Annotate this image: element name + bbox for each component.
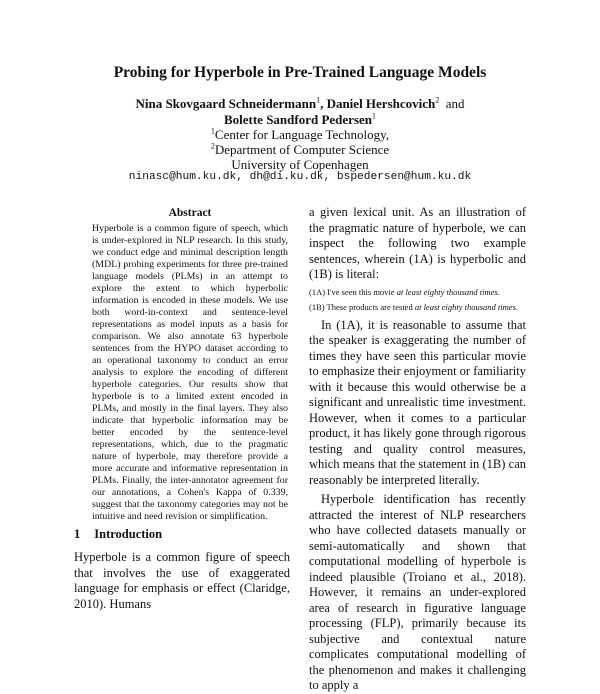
affiliations bbox=[0, 127, 600, 172]
affil-marker: 1 bbox=[210, 126, 215, 136]
author-affil-marker: 1 bbox=[372, 111, 377, 121]
body-paragraph: Hyperbole identification has recently attracted the interest of NLP researchers who have collected datasets manually or semi-automatically and shown that computational modelling of hyperbole is indeed plausible (Troiano et al., 2018). However, it remains an under-explored area of research in figurative language processing (FLP), primarily because its subjective and contextual nature complicates computational modelling of the phenomenon and makes it challenging to apply a bbox=[309, 492, 526, 692]
affiliation-line: Department of Computer Science bbox=[214, 142, 390, 157]
affiliation-line: University of Copenhagen bbox=[231, 157, 369, 172]
example-sentence bbox=[309, 286, 526, 298]
affiliation-line: Center for Language Technology, bbox=[214, 127, 390, 142]
abstract-body: Hyperbole is a common figure of speech, which is under-explored in NLP research. In this study, we conduct edge and minimal description length (MDL) probing experiments for three pre-trained language models (PLMs) in an attempt to explore the extent to which hyperbolic information is encoded in these models. We use both word-in-context and sentence-level representations as model inputs as a basis for comparison. We also annotate 63 hyperbole sentences from the HYPO dataset according to an operational taxonomy to conduct an error analysis to explore the encoding of different hyperbole categories. Our results show that hyperbole is to a limited extent encoded in PLMs, and mostly in the final layers. They also indicate that hyperbolic information may be better encoded by the sentence-level representations, which, due to the pragmatic nature of hyperbole, may therefore provide a more accurate and informative representation in PLMs. Finally, the inter-annotator agreement for our annotations, a Cohen's Kappa of 0.339, suggest that the taxonomy categories may not be intuitive and need revision or simplification. bbox=[92, 223, 288, 522]
author-name: Bolette Sandford Pedersen bbox=[223, 112, 373, 127]
author-list bbox=[0, 96, 600, 128]
author-affil-marker: 2 bbox=[435, 95, 440, 105]
body-paragraph: In (1A), it is reasonable to assume that the speaker is exaggerating the number of times they have seen this particular movie to emphasize their enjoyment or familiarity with it because this would otherwise be a significant and unrealistic time investment. However, when it comes to a particular product, it has likely gone through rigorous testing and quality control measures, which means that the statement in (1B) can reasonably be interpreted literally. bbox=[309, 317, 526, 487]
right-column bbox=[309, 205, 526, 694]
author-name: Nina Skovgaard Schneidermann bbox=[135, 96, 317, 111]
example-end: . bbox=[497, 286, 500, 297]
body-paragraph: a given lexical unit. As an illustration of the pragmatic nature of hyperbole, we can inspect the following two example sentences, wherein (1A) is hyperbolic and (1B) is literal: bbox=[309, 205, 526, 281]
abstract-heading: Abstract bbox=[168, 207, 212, 219]
section-number: 1 bbox=[74, 527, 81, 541]
example-label: (1A) I've seen this movie bbox=[309, 286, 395, 297]
affil-marker: 2 bbox=[210, 141, 215, 151]
example-emphasis: at least eighty thousand times bbox=[414, 301, 516, 312]
author-conjunction: and bbox=[445, 96, 465, 111]
paper-title: Probing for Hyperbole in Pre-Trained Language Models bbox=[113, 64, 487, 81]
section-title: Introduction bbox=[94, 527, 163, 541]
example-sentence bbox=[309, 301, 526, 313]
author-name: Daniel Hershcovich bbox=[326, 96, 436, 111]
example-label: (1B) These products are tested bbox=[309, 301, 413, 312]
author-emails: ninasc@hum.ku.dk, dh@di.ku.dk, bspedersen@hum.ku.dk bbox=[128, 171, 472, 183]
author-separator: , bbox=[320, 96, 324, 111]
intro-paragraph: Hyperbole is a common figure of speech that involves the use of exaggerated language for emphasis or effect (Claridge, 2010). Humans bbox=[74, 550, 290, 611]
example-emphasis: at least eighty thousand times bbox=[396, 286, 498, 297]
section-heading bbox=[74, 527, 176, 542]
author-affil-marker: 1 bbox=[316, 95, 321, 105]
example-end: . bbox=[515, 301, 518, 312]
